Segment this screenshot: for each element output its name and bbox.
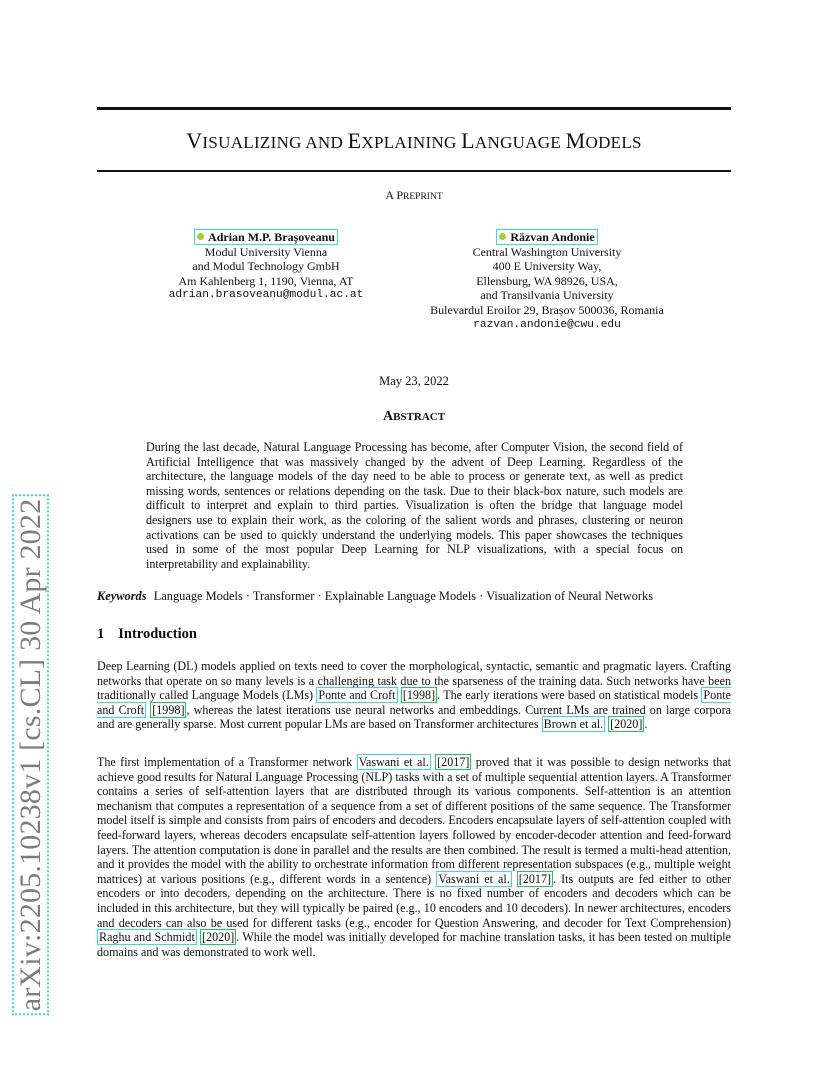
author-link[interactable]: Adrian M.P. Brașoveanu (194, 229, 338, 245)
affiliation-line: Am Kahlenberg 1, 1190, Vienna, AT (178, 273, 354, 288)
author-email: razvan.andonie@cwu.edu (473, 318, 621, 331)
author-name-line (407, 230, 687, 245)
arxiv-id-link[interactable]: arXiv:2205.10238v1 [cs.CL] 30 Apr 2022 (12, 495, 49, 1016)
affiliation-line: and Transilvania University (480, 288, 614, 303)
author-block-2 (407, 230, 687, 332)
affiliation-line: and Modul Technology GmbH (192, 259, 340, 274)
citation-year-link[interactable]: [1998] (402, 688, 436, 703)
orcid-icon (197, 233, 204, 240)
author-block-1 (136, 230, 396, 303)
section-title: Introduction (118, 626, 197, 642)
orcid-icon (499, 233, 506, 240)
abstract-heading: ABSTRACT (382, 409, 446, 424)
affiliation-line: 400 E University Way, (492, 259, 602, 274)
citation-link[interactable]: Vaswani et al. (358, 755, 429, 769)
citation-link[interactable]: Ponte and Croft (97, 688, 731, 717)
section-number: 1 (97, 626, 105, 642)
intro-paragraph-2: The first implementation of a Transformer network Vaswani et al. [2017] proved that it was possible to design networks that achieve good results for Natural Language Processing (NLP) tasks with a set of multiple sequential attention layers. A Transformer contains a series of self-attention layers that are distributed through its various components. Self-attention is an attention mechanism that computes a representation of a sequence from a set of different positions of the same sequence. The Transformer model itself is simple and consists from pairs of encoders and decoders. Encoders encapsulate layers of self-attention coupled with feed-forward layers, whereas decoders encapsulate self-attention layers followed by encoder-decoder attention and feed-forward layers. The attention computation is done in parallel and the results are then combined. The result is termed a multi-head attention, and it provides the model with the ability to orchestrate information from different representation subspaces (e.g., multiple weight matrices) at various positions (e.g., different words in a sentence) Vaswani et al. [2017] . Its outputs are fed either to other encoders or into decoders, depending on the architecture. There is no fixed number of encoders and decoders which can be included in this architecture, but they will typically be paired (e.g., 10 encoders and 10 decoders). In newer architectures, encoders and decoders can also be used for different tasks (e.g., encoder for Question Answering, and decoder for Text Comprehension) Raghu and Schmidt [2020] . While the model was initially developed for machine translation tasks, it has been tested on multiple domains and was demonstrated to work well. (97, 755, 732, 959)
citation-year-link[interactable]: [2020] (610, 717, 643, 732)
publication-date: May 23, 2022 (379, 374, 449, 388)
section-heading (97, 626, 197, 643)
keywords-label: Keywords (97, 589, 147, 603)
author-link[interactable]: Răzvan Andonie (496, 229, 597, 245)
paper-title: VISUALIZING AND EXPLAINING LANGUAGE MODELS (186, 128, 642, 153)
title-bottom-rule (97, 170, 731, 172)
keywords-list: Language Models · Transformer · Explainable Language Models · Visualization of Neural Networks (153, 589, 654, 603)
citation-year-link[interactable]: [2017] (437, 755, 470, 769)
affiliation-line: Modul University Vienna (204, 244, 328, 259)
intro-paragraph-1: Deep Learning (DL) models applied on texts need to cover the morphological, syntactic, semantic and pragmatic layers. Crafting networks that operate on so many levels is a challenging task due to the sparseness of the training data. Such networks have been traditionally called Language Models (LMs) Ponte and Croft [1998] . The early iterations were based on statistical models Ponte and Croft [1998] , whereas the latest iterations use neural networks and embeddings. Current LMs are trained on large corpora and are generally sparse. Most current popular LMs are based on Transformer architectures Brown et al. [2020] . (97, 659, 731, 732)
affiliation-line: Bulevardul Eroilor 29, Brașov 500036, Romania (430, 302, 664, 317)
top-rule (97, 107, 731, 110)
citation-year-link[interactable]: [2017] (518, 871, 552, 886)
arxiv-identifier[interactable] (14, 495, 48, 1016)
preprint-label: A PREPRINT (385, 188, 443, 202)
citation-year-link[interactable]: [1998] (152, 702, 185, 717)
author-name-line (136, 230, 396, 245)
citation-link[interactable]: Ponte and Croft (318, 688, 396, 703)
affiliation-line: Central Washington University (472, 244, 622, 259)
citation-year-link[interactable]: [2020] (202, 930, 235, 945)
author-email: adrian.brasoveanu@modul.ac.at (168, 289, 364, 302)
keywords-line (97, 589, 731, 604)
affiliation-line: Ellensburg, WA 98926, USA, (476, 273, 618, 288)
arxiv-sidebar (0, 255, 60, 1012)
citation-link[interactable]: Vaswani et al. (438, 871, 510, 886)
citation-link[interactable]: Brown et al. (543, 717, 604, 732)
abstract-text: During the last decade, Natural Language Processing has become, after Computer Vision, the second field of Artificial Intelligence that was massively changed by the advent of Deep Learning. Regardless of the architecture, the language models of the day need to be able to process or generate text, as well as predict missing words, sentences or relations depending on the task. Due to their black-box nature, such models are difficult to interpret and explain to third parties. Visualization is often the bridge that language model designers use to explain their work, as the coloring of the salient words and phrases, clustering or neuron activations can be used to quickly understand the underlying models. This paper showcases the techniques used in some of the most popular Deep Learning for NLP visualizations, with a special focus on interpretability and explainability. (146, 440, 683, 571)
citation-link[interactable]: Raghu and Schmidt (99, 930, 195, 945)
